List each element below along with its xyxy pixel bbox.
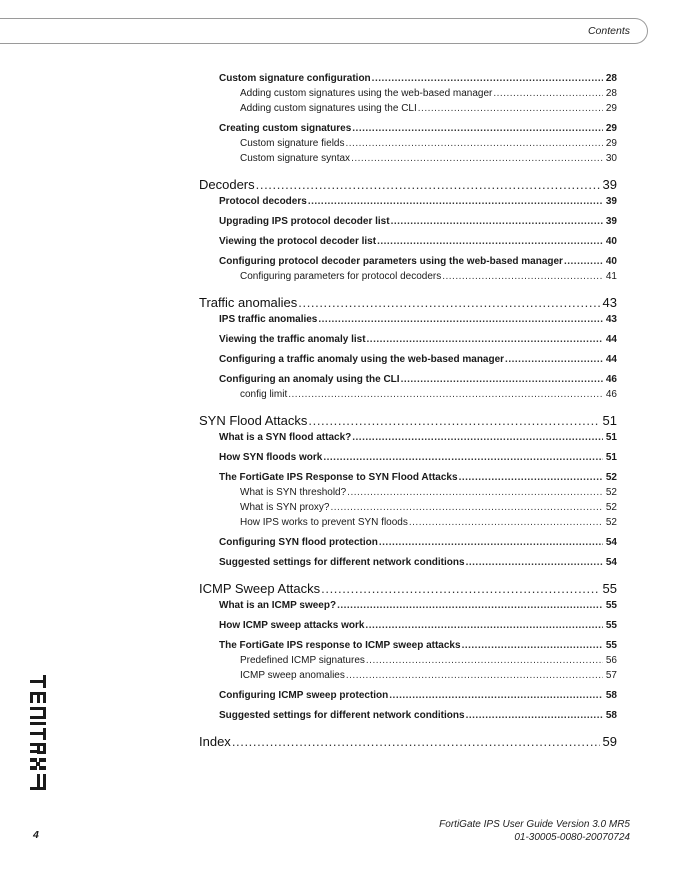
toc-entry-page: 43 xyxy=(602,295,617,310)
toc-entry-page: 29 xyxy=(605,123,617,134)
toc-entry-label: Viewing the traffic anomaly list xyxy=(219,334,366,345)
toc-section[interactable] xyxy=(199,599,617,613)
toc-entry-page: 52 xyxy=(605,517,617,528)
dot-leader xyxy=(308,410,599,431)
dot-leader xyxy=(409,515,603,530)
dot-leader xyxy=(391,215,603,229)
toc-entry-label: How ICMP sweep attacks work xyxy=(219,620,365,631)
dot-leader xyxy=(377,235,603,249)
dot-leader xyxy=(372,72,603,86)
toc-entry-page: 29 xyxy=(605,103,617,114)
dot-leader xyxy=(505,353,603,367)
toc-section[interactable] xyxy=(199,333,617,347)
toc-entry-page: 52 xyxy=(605,472,617,483)
toc-section[interactable] xyxy=(199,255,617,269)
toc-entry-label: Configuring SYN flood protection xyxy=(219,537,378,548)
footer-guide-title: FortiGate IPS User Guide Version 3.0 MR5 xyxy=(439,819,630,830)
dot-leader xyxy=(418,101,603,116)
toc-entry-page: 28 xyxy=(605,73,617,84)
toc-entry-page: 55 xyxy=(605,600,617,611)
dot-leader xyxy=(462,639,603,653)
toc-subsection[interactable] xyxy=(199,500,617,515)
dot-leader xyxy=(365,619,602,633)
toc-entry-page: 39 xyxy=(605,196,617,207)
toc-subsection[interactable] xyxy=(199,101,617,116)
toc-subsection[interactable] xyxy=(199,515,617,530)
dot-leader xyxy=(318,313,603,327)
dot-leader xyxy=(256,174,600,195)
toc-entry-label: IPS traffic anomalies xyxy=(219,314,318,325)
toc-entry-label: What is a SYN flood attack? xyxy=(219,432,352,443)
toc-entry-label: Traffic anomalies xyxy=(199,295,298,310)
fortinet-logo xyxy=(28,670,48,800)
toc-entry-label: Predefined ICMP signatures xyxy=(240,655,365,666)
toc-entry-page: 41 xyxy=(605,271,617,282)
toc-entry-page: 30 xyxy=(605,153,617,164)
toc-entry-label: Decoders xyxy=(199,177,255,192)
toc-entry-label: Custom signature syntax xyxy=(240,153,351,164)
toc-section[interactable] xyxy=(199,122,617,136)
dot-leader xyxy=(459,471,603,485)
toc-entry-page: 55 xyxy=(602,581,617,596)
toc-entry-label: Protocol decoders xyxy=(219,196,307,207)
dot-leader xyxy=(346,668,603,683)
dot-leader xyxy=(321,578,599,599)
toc-entry-page: 40 xyxy=(605,236,617,247)
toc-entry-page: 39 xyxy=(602,177,617,192)
toc-entry-label: Adding custom signatures using the web-based manager xyxy=(240,88,493,99)
toc-entry-label: Suggested settings for different network conditions xyxy=(219,557,465,568)
toc-section[interactable] xyxy=(199,639,617,653)
toc-section[interactable] xyxy=(199,353,617,367)
dot-leader xyxy=(493,86,603,101)
toc-entry-page: 43 xyxy=(605,314,617,325)
dot-leader xyxy=(323,451,603,465)
toc-entry-label: Creating custom signatures xyxy=(219,123,352,134)
toc-entry-label: Suggested settings for different network conditions xyxy=(219,710,465,721)
toc-section[interactable] xyxy=(199,235,617,249)
toc-entry-label: The FortiGate IPS response to ICMP sweep attacks xyxy=(219,640,461,651)
dot-leader xyxy=(288,387,603,402)
toc-section[interactable] xyxy=(199,313,617,327)
toc-section[interactable] xyxy=(199,556,617,570)
toc-subsection[interactable] xyxy=(199,485,617,500)
footer-doc-number: 01-30005-0080-20070724 xyxy=(514,832,630,843)
table-of-contents xyxy=(199,72,617,752)
toc-subsection[interactable] xyxy=(199,668,617,683)
toc-entry-page: 56 xyxy=(605,655,617,666)
toc-entry-page: 51 xyxy=(602,413,617,428)
dot-leader xyxy=(351,151,603,166)
dot-leader xyxy=(347,485,603,500)
toc-entry-page: 52 xyxy=(605,502,617,513)
header-tab xyxy=(0,18,648,44)
dot-leader xyxy=(308,195,603,209)
toc-chapter[interactable] xyxy=(199,578,617,599)
toc-section[interactable] xyxy=(199,471,617,485)
toc-entry-page: 46 xyxy=(605,374,617,385)
toc-entry-page: 51 xyxy=(605,452,617,463)
toc-section[interactable] xyxy=(199,195,617,209)
toc-entry-page: 52 xyxy=(605,487,617,498)
toc-entry-label: Configuring parameters for protocol decoders xyxy=(240,271,442,282)
toc-entry-label: What is an ICMP sweep? xyxy=(219,600,337,611)
toc-subsection[interactable] xyxy=(199,151,617,166)
dot-leader xyxy=(352,122,603,136)
toc-entry-page: 54 xyxy=(605,537,617,548)
toc-entry-label: config limit xyxy=(240,389,288,400)
toc-entry-label: Viewing the protocol decoder list xyxy=(219,236,377,247)
toc-subsection[interactable] xyxy=(199,387,617,402)
toc-chapter[interactable] xyxy=(199,410,617,431)
toc-subsection[interactable] xyxy=(199,136,617,151)
toc-entry-label: Configuring ICMP sweep protection xyxy=(219,690,389,701)
dot-leader xyxy=(330,500,602,515)
dot-leader xyxy=(379,536,603,550)
toc-entry-page: 46 xyxy=(605,389,617,400)
dot-leader xyxy=(466,709,603,723)
toc-subsection[interactable] xyxy=(199,86,617,101)
dot-leader xyxy=(466,556,603,570)
toc-section[interactable] xyxy=(199,689,617,703)
toc-entry-page: 44 xyxy=(605,334,617,345)
toc-entry-label: What is SYN threshold? xyxy=(240,487,347,498)
toc-section[interactable] xyxy=(199,451,617,465)
toc-entry-page: 51 xyxy=(605,432,617,443)
header-title: Contents xyxy=(587,25,630,37)
dot-leader xyxy=(298,292,599,313)
toc-entry-label: The FortiGate IPS Response to SYN Flood Attacks xyxy=(219,472,458,483)
dot-leader xyxy=(442,269,603,284)
toc-entry-page: 59 xyxy=(602,734,617,749)
toc-chapter[interactable] xyxy=(199,174,617,195)
toc-entry-label: Configuring a traffic anomaly using the web-based manager xyxy=(219,354,505,365)
dot-leader xyxy=(401,373,603,387)
toc-section[interactable] xyxy=(199,215,617,229)
dot-leader xyxy=(564,255,603,269)
toc-chapter[interactable] xyxy=(199,292,617,313)
toc-entry-label: How IPS works to prevent SYN floods xyxy=(240,517,408,528)
dot-leader xyxy=(337,599,603,613)
toc-entry-label: Configuring an anomaly using the CLI xyxy=(219,374,400,385)
toc-subsection[interactable] xyxy=(199,269,617,284)
toc-entry-label: ICMP sweep anomalies xyxy=(240,670,345,681)
toc-entry-page: 57 xyxy=(605,670,617,681)
toc-entry-label: What is SYN proxy? xyxy=(240,502,330,513)
toc-entry-label: Configuring protocol decoder parameters using the web-based manager xyxy=(219,256,563,267)
toc-chapter[interactable] xyxy=(199,731,617,752)
dot-leader xyxy=(367,333,603,347)
dot-leader xyxy=(346,136,603,151)
toc-entry-page: 55 xyxy=(605,620,617,631)
toc-entry-page: 28 xyxy=(605,88,617,99)
toc-entry-page: 58 xyxy=(605,690,617,701)
footer xyxy=(439,818,630,844)
toc-entry-page: 29 xyxy=(605,138,617,149)
toc-entry-page: 44 xyxy=(605,354,617,365)
toc-entry-label: ICMP Sweep Attacks xyxy=(199,581,321,596)
toc-section[interactable] xyxy=(199,709,617,723)
toc-section[interactable] xyxy=(199,431,617,445)
toc-entry-page: 58 xyxy=(605,710,617,721)
toc-section[interactable] xyxy=(199,373,617,387)
toc-entry-page: 39 xyxy=(605,216,617,227)
toc-subsection[interactable] xyxy=(199,653,617,668)
dot-leader xyxy=(389,689,603,703)
toc-entry-page: 40 xyxy=(605,256,617,267)
toc-entry-label: SYN Flood Attacks xyxy=(199,413,308,428)
dot-leader xyxy=(366,653,603,668)
toc-section[interactable] xyxy=(199,72,617,86)
toc-section[interactable] xyxy=(199,619,617,633)
toc-entry-label: Index xyxy=(199,734,231,749)
toc-entry-page: 54 xyxy=(605,557,617,568)
toc-entry-label: How SYN floods work xyxy=(219,452,323,463)
toc-section[interactable] xyxy=(199,536,617,550)
toc-entry-label: Custom signature fields xyxy=(240,138,345,149)
dot-leader xyxy=(352,431,603,445)
dot-leader xyxy=(232,731,600,752)
toc-entry-label: Adding custom signatures using the CLI xyxy=(240,103,417,114)
toc-entry-label: Custom signature configuration xyxy=(219,73,371,84)
toc-entry-label: Upgrading IPS protocol decoder list xyxy=(219,216,390,227)
page-number: 4 xyxy=(33,829,39,841)
toc-entry-page: 55 xyxy=(605,640,617,651)
